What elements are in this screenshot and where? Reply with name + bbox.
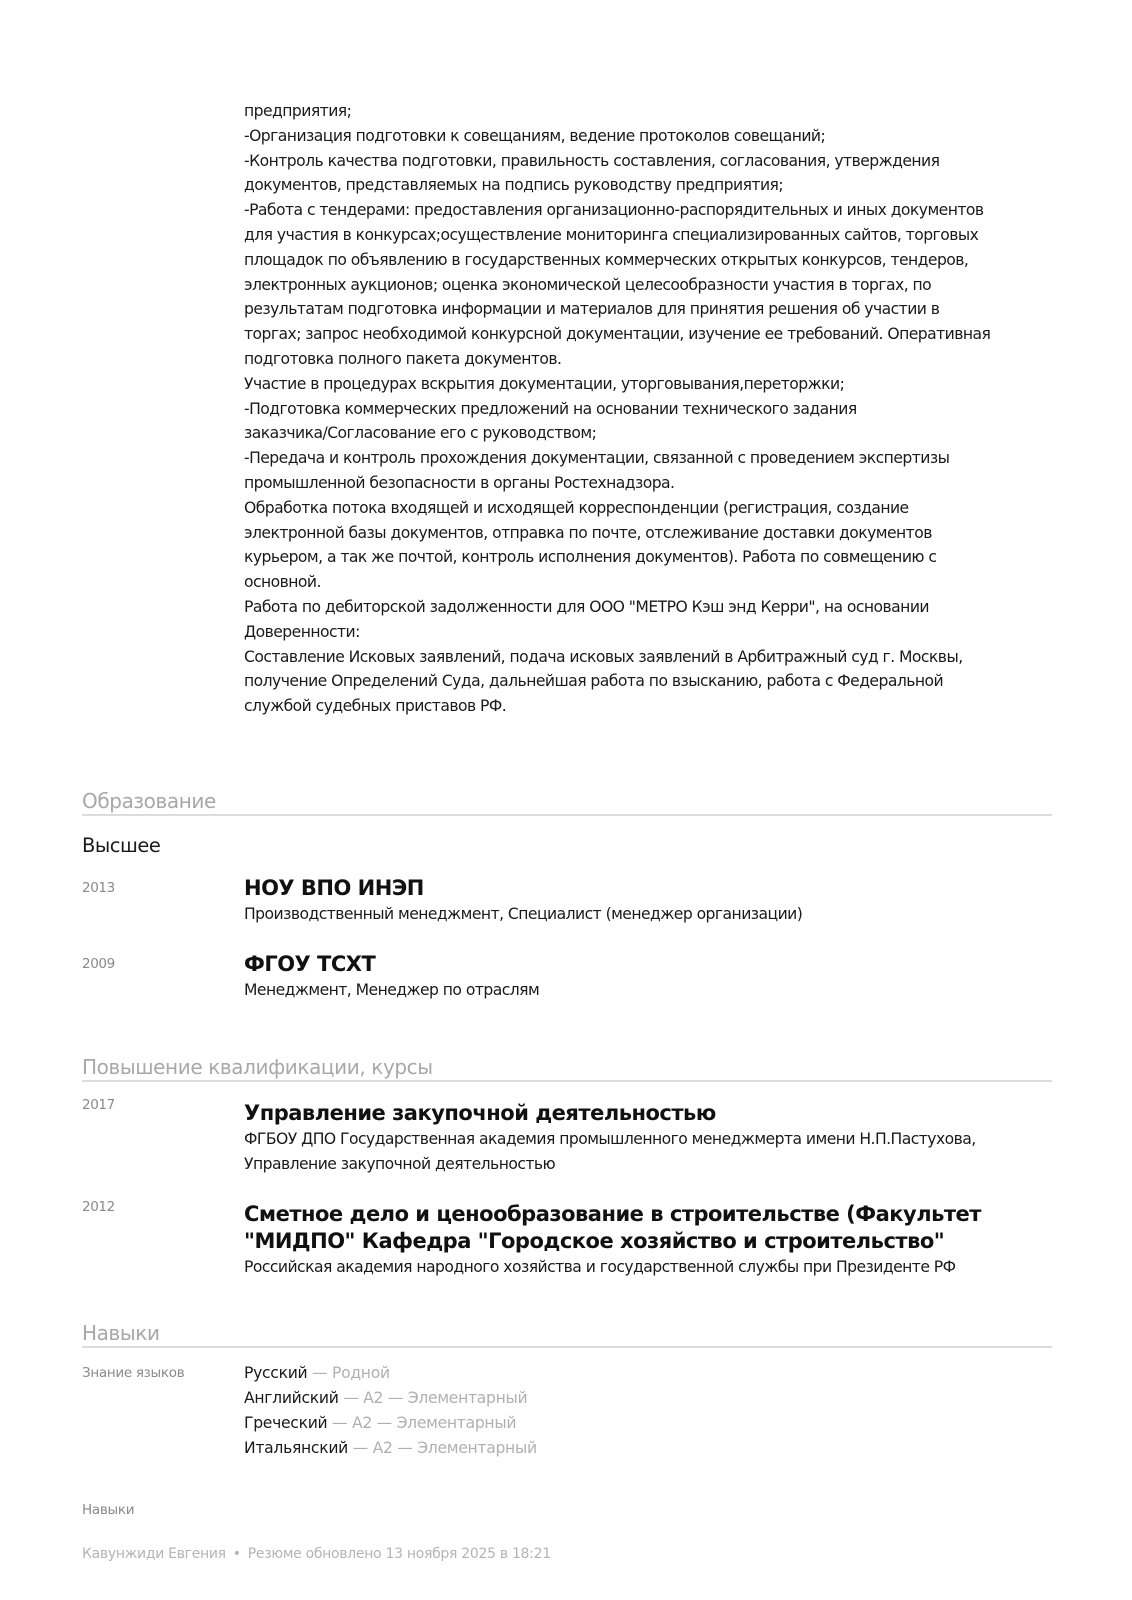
education-year: 2009 [82, 956, 115, 972]
description-line: документов, представляемых на подпись руководству предприятия; [244, 176, 784, 195]
description-line: службой судебных приставов РФ. [244, 697, 507, 716]
course-year: 2012 [82, 1199, 115, 1215]
skills-heading: Навыки [82, 1320, 1052, 1348]
course-title: Управление закупочной деятельностью [244, 1101, 716, 1125]
description-line: электронных аукционов; оценка экономической целесообразности участия в торгах, по [244, 275, 932, 294]
course-year: 2017 [82, 1097, 115, 1113]
course-item [244, 1201, 1054, 1280]
course-title: "МИДПО" Кафедра "Городское хозяйство и строительство" [244, 1229, 945, 1253]
description-line: получение Определений Суда, дальнейшая работа по взысканию, работа с Федеральной [244, 672, 944, 691]
language-level: — Родной [307, 1364, 390, 1382]
education-item [244, 951, 1054, 1003]
description-line: промышленной безопасности в органы Ростехнадзора. [244, 473, 675, 492]
description-line: Доверенности: [244, 622, 360, 641]
description-line: заказчика/Согласование его с руководством; [244, 424, 597, 443]
education-specialty: Менеджмент, Менеджер по отраслям [244, 981, 540, 999]
education-heading: Образование [82, 788, 1052, 816]
language-level: — A2 — Элементарный [338, 1389, 528, 1407]
description-line: Участие в процедурах вскрытия документации, уторговывания,переторжки; [244, 374, 845, 393]
language-item [244, 1386, 537, 1411]
description-line: подготовка полного пакета документов. [244, 349, 562, 368]
description-line: -Работа с тендерами: предоставления организационно-распорядительных и иных документов [244, 201, 984, 220]
description-line: Составление Исковых заявлений, подача исковых заявлений в Арбитражный суд г. Москвы, [244, 647, 963, 666]
footer-separator: • [232, 1546, 241, 1562]
description-line: -Контроль качества подготовки, правильность составления, согласования, утверждения [244, 151, 940, 170]
course-organization: ФГБОУ ДПО Государственная академия промышленного менеджмерта имени Н.П.Пастухова, [244, 1130, 976, 1148]
description-line: -Подготовка коммерческих предложений на основании технического задания [244, 399, 857, 418]
education-item [244, 875, 1054, 927]
description-line: предприятия; [244, 102, 352, 120]
description-line: Обработка потока входящей и исходящей корреспонденции (регистрация, создание [244, 498, 909, 517]
language-level: — A2 — Элементарный [327, 1414, 517, 1432]
languages-label: Знание языков [82, 1365, 185, 1381]
education-institution: НОУ ВПО ИНЭП [244, 876, 424, 900]
footer-name: Кавунжиди Евгения [82, 1546, 226, 1562]
description-line: -Передача и контроль прохождения документации, связанной с проведением экспертизы [244, 449, 950, 468]
education-level: Высшее [82, 834, 161, 857]
language-level: — A2 — Элементарный [348, 1439, 537, 1457]
language-name: Греческий [244, 1414, 328, 1432]
description-line: Работа по дебиторской задолженности для ООО "МЕТРО Кэш энд Керри", на основании [244, 597, 929, 616]
description-line: курьером, а так же почтой, контроль исполнения документов). Работа по совмещению с [244, 548, 937, 567]
courses-heading: Повышение квалификации, курсы [82, 1054, 1052, 1082]
experience-description [244, 99, 1064, 719]
languages-list [244, 1361, 537, 1461]
description-line: результатам подготовка информации и материалов для принятия решения об участии в [244, 300, 940, 319]
language-item [244, 1411, 537, 1436]
description-line: электронной базы документов, отправка по почте, отслеживание доставки документов [244, 523, 932, 542]
description-line: основной. [244, 573, 321, 592]
course-title: Сметное дело и ценообразование в строительстве (Факультет [244, 1202, 981, 1226]
description-line: торгах; запрос необходимой конкурсной документации, изучение ее требований. Оперативная [244, 325, 991, 344]
course-organization: Управление закупочной деятельностью [244, 1154, 556, 1173]
course-organization: Российская академия народного хозяйства и государственной службы при Президенте РФ [244, 1258, 956, 1276]
education-institution: ФГОУ ТСХТ [244, 952, 376, 976]
language-name: Русский [244, 1364, 308, 1382]
language-item [244, 1361, 537, 1386]
footer [82, 1546, 551, 1562]
education-year: 2013 [82, 880, 115, 896]
language-item [244, 1436, 537, 1461]
language-name: Английский [244, 1389, 339, 1407]
description-line: -Организация подготовки к совещаниям, ведение протоколов совещаний; [244, 126, 826, 145]
description-line: площадок по объявлению в государственных коммерческих открытых конкурсов, тендеров, [244, 250, 969, 269]
footer-updated: Резюме обновлено 13 ноября 2025 в 18:21 [247, 1546, 551, 1562]
education-specialty: Производственный менеджмент, Специалист (менеджер организации) [244, 905, 803, 923]
skills-label: Навыки [82, 1502, 135, 1518]
course-item [244, 1100, 1054, 1177]
description-line: для участия в конкурсах;осуществление мониторинга специализированных сайтов, торговых [244, 225, 979, 244]
language-name: Итальянский [244, 1439, 348, 1457]
